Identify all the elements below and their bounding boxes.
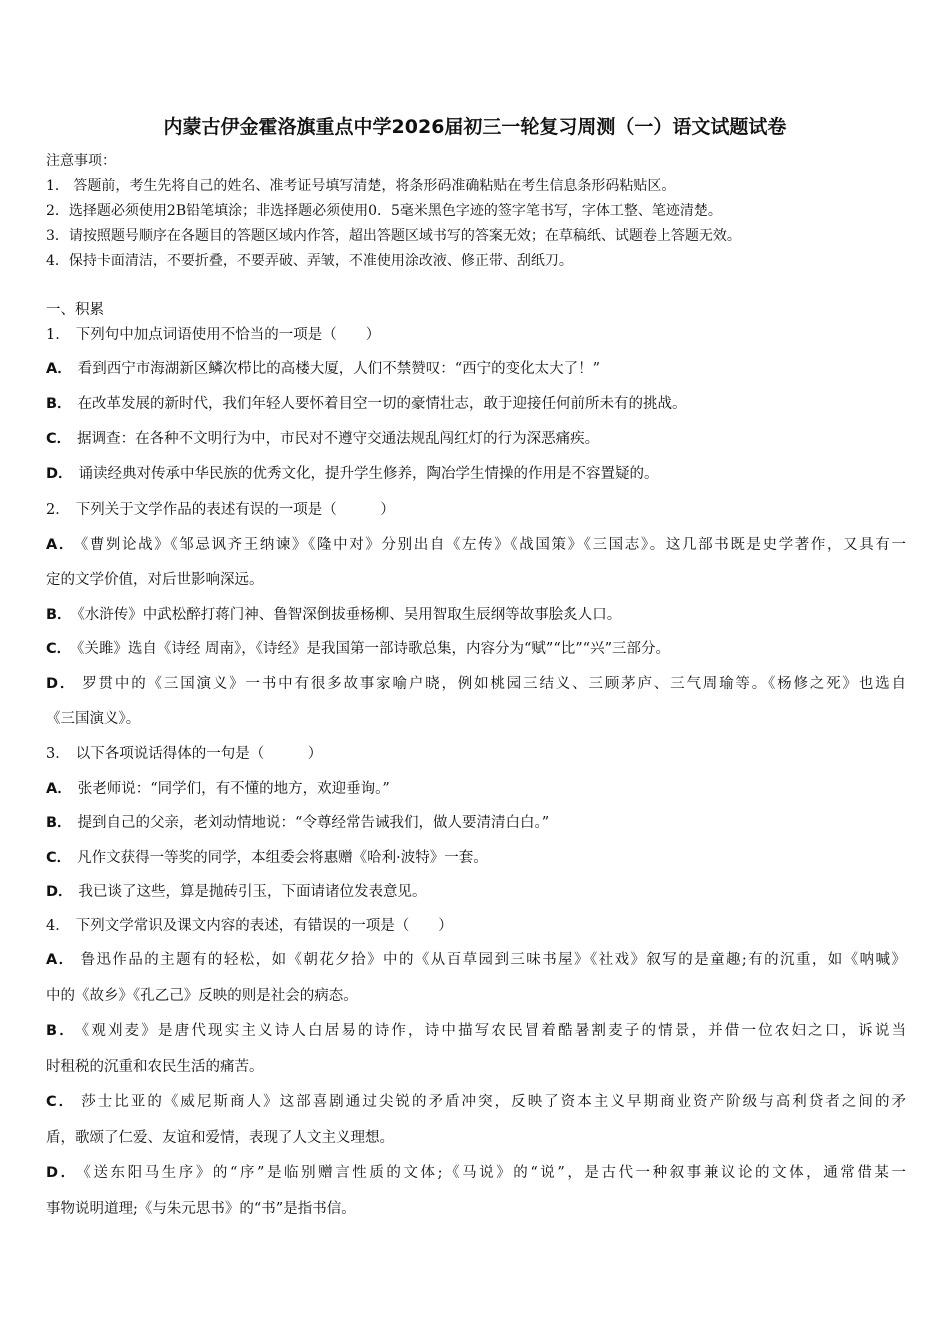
option-text: 《关雎》选自《诗经 周南》，《诗经》是我国第一部诗歌总集，内容分为“赋”“比”“兴”三部分。 <box>77 641 670 657</box>
option-label: A． <box>46 537 75 553</box>
option-d <box>46 882 427 902</box>
option-d <box>46 1163 906 1183</box>
option-c <box>46 1092 906 1112</box>
option-text: 张老师说：“同学们，有不懂的地方，欢迎垂询。” <box>77 781 390 797</box>
notice-item: 4．保持卡面清洁，不要折叠，不要弄破、弄皱，不准使用涂改液、修正带、刮纸刀。 <box>46 253 573 269</box>
option-text: 看到西宁市海湖新区鳞次栉比的高楼大厦，人们不禁赞叹：“西宁的变化太大了！” <box>77 361 601 377</box>
option-a <box>46 779 390 799</box>
option-text: 提到自己的父亲，老刘动情地说：“令尊经常告诫我们，做人要清清白白。” <box>77 815 550 831</box>
option-label: B． <box>46 815 72 831</box>
option-continuation: 定的文学价值，对后世影响深远。 <box>46 572 264 588</box>
section-heading: 一、积累 <box>46 302 104 318</box>
option-label: B． <box>46 607 72 623</box>
option-text: 《曹刿论战》《邹忌讽齐王纳谏》《隆中对》分别出自《左传》《战国策》《三国志》。这几部书既是史学著作，又具有一 <box>80 537 906 553</box>
question-number: 1． <box>46 327 70 343</box>
option-a <box>46 950 906 970</box>
option-c <box>46 429 599 449</box>
question-text: 下列句中加点词语使用不恰当的一项是（ ） <box>75 327 381 343</box>
option-b <box>46 605 621 625</box>
question-number: 2． <box>46 502 70 518</box>
option-text: 凡作文获得一等奖的同学，本组委会将惠赠《哈利·波特》一套。 <box>77 850 488 866</box>
option-label: A． <box>46 361 72 377</box>
option-a <box>46 535 906 555</box>
option-label: C． <box>46 850 72 866</box>
notice-item: 2．选择题必须使用2B铅笔填涂；非选择题必须使用0．5毫米黑色字迹的签字笔书写，字体工整、笔迹清楚。 <box>46 203 722 219</box>
notice-item: 1． 答题前，考生先将自己的姓名、准考证号填写清楚，将条形码准确粘贴在考生信息条形码粘贴区。 <box>46 178 676 194</box>
option-label: B． <box>46 1023 76 1039</box>
option-a <box>46 359 600 379</box>
option-label: C． <box>46 1094 76 1110</box>
option-label: D． <box>46 676 77 692</box>
option-label: A． <box>46 781 72 797</box>
option-label: C． <box>46 641 72 657</box>
option-continuation: 《三国演义》。 <box>46 711 141 727</box>
option-d <box>46 674 906 694</box>
option-text: 在改革发展的新时代，我们年轻人要怀着目空一切的豪情壮志，敢于迎接任何前所未有的挑战。 <box>77 396 687 412</box>
option-text: 莎士比亚的《威尼斯商人》这部喜剧通过尖锐的矛盾冲突，反映了资本主义早期商业资产阶级与高利贷者之间的矛 <box>81 1094 906 1110</box>
option-c <box>46 848 488 868</box>
option-label: D． <box>46 466 73 482</box>
option-text: 《水浒传》中武松醉打蒋门神、鲁智深倒拔垂杨柳、吴用智取生辰纲等故事脍炙人口。 <box>77 607 622 623</box>
option-text: 我已谈了这些，算是抛砖引玉，下面请诸位发表意见。 <box>78 884 427 900</box>
option-d <box>46 464 659 484</box>
option-text: 诵读经典对传承中华民族的优秀文化，提升学生修养，陶冶学生情操的作用是不容置疑的。 <box>78 466 659 482</box>
option-c <box>46 639 670 659</box>
option-continuation: 中的《故乡》《孔乙己》反映的则是社会的病态。 <box>46 988 358 1004</box>
option-text: 《观刈麦》是唐代现实主义诗人白居易的诗作，诗中描写农民冒着酷暑割麦子的情景，并借一位农妇之口，诉说当 <box>81 1023 906 1039</box>
question-number: 3． <box>46 746 70 762</box>
question-text: 下列文学常识及课文内容的表述，有错误的一项是（ ） <box>75 918 453 934</box>
question-stem <box>46 744 322 764</box>
option-b <box>46 1021 906 1041</box>
option-text: 罗贯中的《三国演义》一书中有很多故事家喻户晓，例如桃园三结义、三顾茅庐、三气周瑜等。《杨修之死》也选自 <box>82 676 906 692</box>
option-text: 据调查：在各种不文明行为中，市民对不遵守交通法规乱闯红灯的行为深恶痛疾。 <box>77 431 600 447</box>
question-text: 以下各项说话得体的一句是（ ） <box>75 746 323 762</box>
question-text: 下列关于文学作品的表述有误的一项是（ ） <box>75 502 395 518</box>
option-label: B． <box>46 396 72 412</box>
option-b <box>46 813 549 833</box>
notice-heading: 注意事项： <box>46 153 116 169</box>
question-stem <box>46 500 395 520</box>
question-stem <box>46 325 380 345</box>
question-number: 4． <box>46 918 70 934</box>
option-label: C． <box>46 431 72 447</box>
exam-title: 内蒙古伊金霍洛旗重点中学2026届初三一轮复习周测（一）语文试题试卷 <box>163 116 787 138</box>
option-label: A． <box>46 952 75 968</box>
option-label: D． <box>46 884 73 900</box>
option-text: 《送东阳马生序》的“序”是临别赠言性质的文体;《马说》的“说”，是古代一种叙事兼议论的文体，通常借某一 <box>83 1165 906 1181</box>
option-text: 鲁迅作品的主题有的轻松，如《朝花夕拾》中的《从百草园到三味书屋》《社戏》叙写的是童趣;有的沉重，如《呐喊》 <box>80 952 906 968</box>
option-continuation: 事物说明道理;《与朱元思书》的“书”是指书信。 <box>46 1201 356 1217</box>
option-b <box>46 394 687 414</box>
notice-item: 3．请按照题号顺序在各题目的答题区域内作答，超出答题区域书写的答案无效；在草稿纸、试题卷上答题无效。 <box>46 228 741 244</box>
option-label: D． <box>46 1165 78 1181</box>
question-stem <box>46 916 453 936</box>
option-continuation: 盾，歌颂了仁爱、友谊和爱情，表现了人文主义理想。 <box>46 1130 394 1146</box>
option-continuation: 时租税的沉重和农民生活的痛苦。 <box>46 1059 264 1075</box>
